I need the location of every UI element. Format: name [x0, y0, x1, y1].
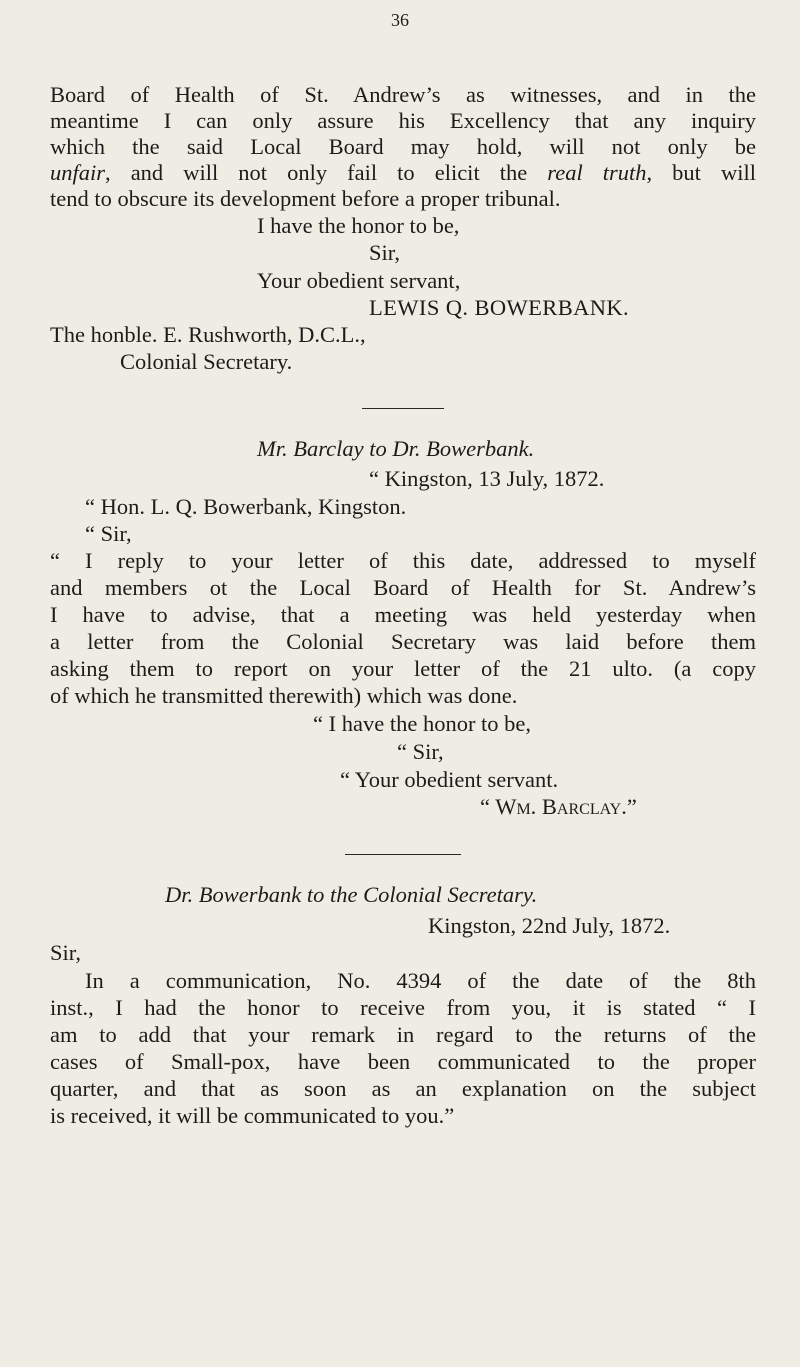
- body-line: In a communication, No. 4394 of the date of the 8th: [85, 968, 756, 993]
- signature: LEWIS Q. BOWERBANK.: [369, 295, 630, 320]
- italic-word-unfair: unfair: [50, 160, 106, 185]
- body-line: am to add that your remark in regard to the returns of the: [50, 1022, 756, 1047]
- closing-line: I have the honor to be,: [257, 213, 460, 238]
- body-line: tend to obscure its development before a proper tribunal.: [50, 186, 561, 211]
- body-line: “ I reply to your letter of this date, addressed to myself: [50, 548, 756, 573]
- place-date: “ Kingston, 13 July, 1872.: [369, 466, 605, 491]
- addressee-name: The honble. E. Rushworth, D.C.L.,: [50, 322, 366, 347]
- closing-servant: Your obedient servant,: [257, 268, 461, 293]
- body-line: a letter from the Colonial Secretary was laid before them: [50, 629, 756, 654]
- body-line: I have to advise, that a meeting was held yesterday when: [50, 602, 756, 627]
- recipient-line: “ Hon. L. Q. Bowerbank, Kingston.: [85, 494, 407, 519]
- letter-heading: Mr. Barclay to Dr. Bowerbank.: [257, 436, 535, 461]
- body-line: asking them to report on your letter of the 21 ulto. (a copy: [50, 656, 756, 681]
- closing-line: “ I have the honor to be,: [313, 711, 532, 736]
- place-date: Kingston, 22nd July, 1872.: [428, 913, 671, 938]
- body-line: inst., I had the honor to receive from you, it is stated “ I: [50, 995, 756, 1020]
- body-line: of which he transmitted therewith) which was done.: [50, 683, 518, 708]
- body-line: is received, it will be communicated to you.”: [50, 1103, 455, 1128]
- body-line: meantime I can only assure his Excellency that any inquiry: [50, 108, 756, 133]
- salutation: “ Sir,: [85, 521, 132, 546]
- page-number: 36: [391, 10, 409, 30]
- closing-servant: “ Your obedient servant.: [340, 767, 559, 792]
- letter-heading: Dr. Bowerbank to the Colonial Secretary.: [165, 882, 538, 907]
- body-line: quarter, and that as soon as an explanation on the subject: [50, 1076, 756, 1101]
- section-divider: [362, 408, 444, 409]
- body-line: Board of Health of St. Andrew’s as witnesses, and in the: [50, 82, 756, 107]
- closing-salutation: “ Sir,: [397, 739, 444, 764]
- section-divider: [345, 854, 461, 855]
- salutation: Sir,: [50, 940, 81, 965]
- body-line: which the said Local Board may hold, will not only be: [50, 134, 756, 159]
- addressee-title: Colonial Secretary.: [120, 349, 293, 374]
- body-line: cases of Small-pox, have been communicated to the proper: [50, 1049, 756, 1074]
- body-line: and members ot the Local Board of Health for St. Andrew’s: [50, 575, 756, 600]
- body-text-segment: , but will: [646, 160, 756, 185]
- italic-phrase-real-truth: real truth: [547, 160, 647, 185]
- closing-salutation: Sir,: [369, 240, 400, 265]
- body-text-segment: , and will not only fail to elicit the: [105, 160, 548, 185]
- body-line-with-italics: [50, 160, 756, 186]
- signature: “ Wm. Barclay.”: [480, 794, 637, 819]
